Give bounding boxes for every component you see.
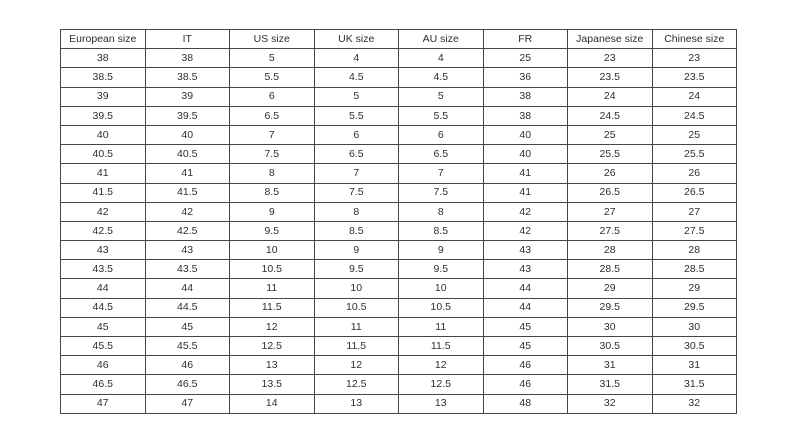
table-cell: 6	[314, 125, 399, 144]
table-cell: 30	[652, 317, 737, 336]
table-cell: 46	[483, 356, 568, 375]
table-cell: 10.5	[230, 260, 315, 279]
table-cell: 8.5	[399, 221, 484, 240]
table-cell: 27	[568, 202, 653, 221]
table-row	[61, 241, 737, 260]
table-row	[61, 145, 737, 164]
table-cell: 13	[399, 394, 484, 413]
table-cell: 40	[483, 145, 568, 164]
table-cell: 11	[399, 317, 484, 336]
table-row	[61, 183, 737, 202]
table-cell: 7	[314, 164, 399, 183]
table-cell: 42.5	[61, 221, 146, 240]
table-cell: 38	[145, 49, 230, 68]
table-cell: 11.5	[399, 337, 484, 356]
table-cell: 9	[314, 241, 399, 260]
table-cell: 40.5	[61, 145, 146, 164]
table-cell: 30.5	[652, 337, 737, 356]
table-cell: 5	[230, 49, 315, 68]
table-cell: 45	[145, 317, 230, 336]
table-cell: 5	[314, 87, 399, 106]
table-cell: 46	[483, 375, 568, 394]
table-cell: 45.5	[61, 337, 146, 356]
table-cell: 29.5	[568, 298, 653, 317]
table-cell: 38.5	[61, 68, 146, 87]
table-cell: 41	[145, 164, 230, 183]
table-cell: 11	[230, 279, 315, 298]
column-header: UK size	[314, 30, 399, 49]
table-row	[61, 260, 737, 279]
size-conversion-table	[60, 29, 737, 414]
table-row	[61, 125, 737, 144]
table-cell: 36	[483, 68, 568, 87]
table-cell: 13.5	[230, 375, 315, 394]
table-cell: 38	[61, 49, 146, 68]
table-cell: 9.5	[230, 221, 315, 240]
table-body	[61, 49, 737, 414]
table-cell: 46.5	[145, 375, 230, 394]
table-cell: 23	[568, 49, 653, 68]
table-cell: 41.5	[61, 183, 146, 202]
table-cell: 12	[230, 317, 315, 336]
table-cell: 8	[399, 202, 484, 221]
table-cell: 7	[399, 164, 484, 183]
table-cell: 10	[314, 279, 399, 298]
table-cell: 4	[314, 49, 399, 68]
table-cell: 44	[145, 279, 230, 298]
table-cell: 40.5	[145, 145, 230, 164]
table-cell: 43.5	[61, 260, 146, 279]
table-cell: 40	[61, 125, 146, 144]
table-cell: 4	[399, 49, 484, 68]
table-row	[61, 87, 737, 106]
table-cell: 9.5	[399, 260, 484, 279]
table-cell: 31.5	[568, 375, 653, 394]
table-cell: 5.5	[314, 106, 399, 125]
table-cell: 43	[483, 241, 568, 260]
table-cell: 23.5	[568, 68, 653, 87]
table-cell: 25	[652, 125, 737, 144]
table-cell: 9.5	[314, 260, 399, 279]
table-cell: 40	[483, 125, 568, 144]
column-header: European size	[61, 30, 146, 49]
table-cell: 30.5	[568, 337, 653, 356]
table-cell: 6.5	[230, 106, 315, 125]
column-header: FR	[483, 30, 568, 49]
table-cell: 43.5	[145, 260, 230, 279]
table-cell: 39	[145, 87, 230, 106]
table-cell: 28	[652, 241, 737, 260]
table-cell: 38	[483, 106, 568, 125]
table-cell: 11.5	[230, 298, 315, 317]
table-row	[61, 68, 737, 87]
table-cell: 5.5	[230, 68, 315, 87]
table-cell: 29	[652, 279, 737, 298]
table-cell: 44	[483, 298, 568, 317]
table-cell: 29	[568, 279, 653, 298]
table-cell: 42	[145, 202, 230, 221]
table-cell: 25	[568, 125, 653, 144]
table-cell: 46.5	[61, 375, 146, 394]
table-cell: 6	[230, 87, 315, 106]
table-cell: 24	[652, 87, 737, 106]
table-cell: 6.5	[399, 145, 484, 164]
table-cell: 10	[230, 241, 315, 260]
table-cell: 32	[568, 394, 653, 413]
table-cell: 48	[483, 394, 568, 413]
table-cell: 28.5	[568, 260, 653, 279]
column-header: US size	[230, 30, 315, 49]
table-row	[61, 394, 737, 413]
table-cell: 9	[399, 241, 484, 260]
table-cell: 39.5	[61, 106, 146, 125]
table-cell: 4.5	[399, 68, 484, 87]
table-cell: 5	[399, 87, 484, 106]
table-cell: 38	[483, 87, 568, 106]
table-cell: 31.5	[652, 375, 737, 394]
column-header: IT	[145, 30, 230, 49]
table-cell: 31	[652, 356, 737, 375]
header-row	[61, 30, 737, 49]
table-cell: 30	[568, 317, 653, 336]
table-cell: 39	[61, 87, 146, 106]
column-header: Chinese size	[652, 30, 737, 49]
table-cell: 7.5	[314, 183, 399, 202]
table-cell: 10.5	[399, 298, 484, 317]
table-cell: 47	[145, 394, 230, 413]
table-cell: 27.5	[652, 221, 737, 240]
table-cell: 40	[145, 125, 230, 144]
table-row	[61, 298, 737, 317]
table-cell: 23.5	[652, 68, 737, 87]
table-cell: 14	[230, 394, 315, 413]
table-cell: 5.5	[399, 106, 484, 125]
table-cell: 45	[483, 337, 568, 356]
table-cell: 47	[61, 394, 146, 413]
table-cell: 4.5	[314, 68, 399, 87]
table-cell: 26	[652, 164, 737, 183]
table-cell: 12	[314, 356, 399, 375]
table-cell: 8	[230, 164, 315, 183]
table-cell: 44	[483, 279, 568, 298]
table-cell: 39.5	[145, 106, 230, 125]
table-cell: 41	[483, 183, 568, 202]
table-cell: 41	[61, 164, 146, 183]
table-cell: 29.5	[652, 298, 737, 317]
table-cell: 13	[230, 356, 315, 375]
table-cell: 42.5	[145, 221, 230, 240]
table-cell: 26.5	[568, 183, 653, 202]
table-cell: 38.5	[145, 68, 230, 87]
table-cell: 8	[314, 202, 399, 221]
table-cell: 7	[230, 125, 315, 144]
table-cell: 32	[652, 394, 737, 413]
table-cell: 11	[314, 317, 399, 336]
table-cell: 42	[61, 202, 146, 221]
table-cell: 9	[230, 202, 315, 221]
table-cell: 25.5	[568, 145, 653, 164]
table-cell: 42	[483, 221, 568, 240]
table-row	[61, 279, 737, 298]
table-cell: 8.5	[314, 221, 399, 240]
table-cell: 12.5	[230, 337, 315, 356]
table-cell: 12.5	[399, 375, 484, 394]
table-cell: 31	[568, 356, 653, 375]
table-cell: 44.5	[61, 298, 146, 317]
table-cell: 10	[399, 279, 484, 298]
table-cell: 7.5	[399, 183, 484, 202]
table-row	[61, 221, 737, 240]
table-cell: 25	[483, 49, 568, 68]
table-cell: 24.5	[568, 106, 653, 125]
table-cell: 6	[399, 125, 484, 144]
table-cell: 27.5	[568, 221, 653, 240]
table-cell: 43	[483, 260, 568, 279]
table-cell: 6.5	[314, 145, 399, 164]
table-cell: 46	[145, 356, 230, 375]
table-cell: 26.5	[652, 183, 737, 202]
table-cell: 25.5	[652, 145, 737, 164]
table-cell: 45	[61, 317, 146, 336]
table-cell: 10.5	[314, 298, 399, 317]
table-cell: 46	[61, 356, 146, 375]
table-cell: 8.5	[230, 183, 315, 202]
table-row	[61, 375, 737, 394]
table-cell: 41	[483, 164, 568, 183]
table-cell: 45.5	[145, 337, 230, 356]
table-row	[61, 202, 737, 221]
table-cell: 27	[652, 202, 737, 221]
table-cell: 24.5	[652, 106, 737, 125]
table-cell: 45	[483, 317, 568, 336]
table-cell: 44.5	[145, 298, 230, 317]
column-header: Japanese size	[568, 30, 653, 49]
table-cell: 28	[568, 241, 653, 260]
table-cell: 12	[399, 356, 484, 375]
table-row	[61, 164, 737, 183]
table-cell: 12.5	[314, 375, 399, 394]
table-cell: 28.5	[652, 260, 737, 279]
table-row	[61, 49, 737, 68]
table-cell: 43	[61, 241, 146, 260]
column-header: AU size	[399, 30, 484, 49]
table-cell: 24	[568, 87, 653, 106]
table-header	[61, 30, 737, 49]
table-cell: 23	[652, 49, 737, 68]
table-cell: 44	[61, 279, 146, 298]
table-row	[61, 356, 737, 375]
table-cell: 7.5	[230, 145, 315, 164]
table-cell: 43	[145, 241, 230, 260]
table-row	[61, 317, 737, 336]
table-cell: 41.5	[145, 183, 230, 202]
table-row	[61, 106, 737, 125]
table-row	[61, 337, 737, 356]
table-cell: 13	[314, 394, 399, 413]
table-cell: 26	[568, 164, 653, 183]
table-cell: 42	[483, 202, 568, 221]
table-cell: 11.5	[314, 337, 399, 356]
